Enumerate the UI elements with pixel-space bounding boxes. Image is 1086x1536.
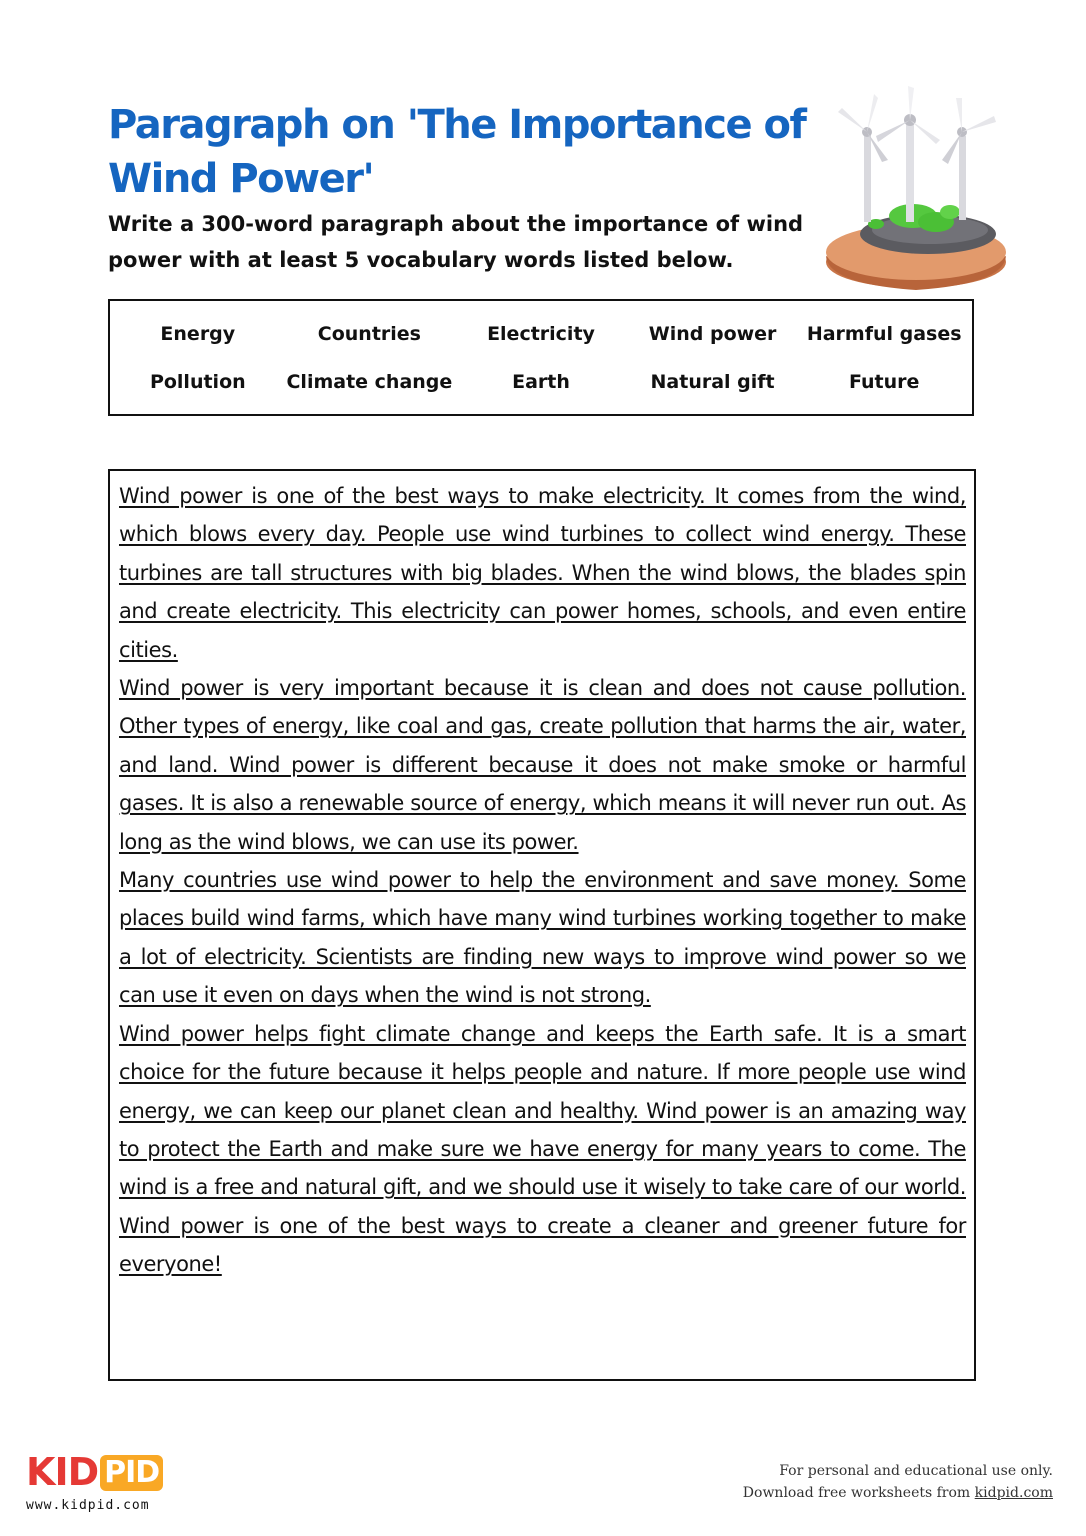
vocab-word: Electricity xyxy=(487,322,595,345)
vocab-word: Climate change xyxy=(286,370,453,393)
vocab-word: Future xyxy=(848,370,920,393)
paragraph: Many countries use wind power to help the environment and save money. Some places build wind farms, which have many wind turbines working together to make a lot of electricity. Scientists are finding new ways to improve wind power so we can use it even on days when the wind is not strong. xyxy=(119,868,966,1008)
wind-turbines-island-icon xyxy=(818,84,1014,294)
vocab-word: Harmful gases xyxy=(806,322,962,345)
logo-kid-text: KID xyxy=(26,1450,99,1494)
footer-link[interactable]: kidpid.com xyxy=(974,1485,1053,1501)
footer-line-1: For personal and educational use only. xyxy=(779,1463,1053,1479)
footer-line-2 xyxy=(743,1482,1053,1504)
paragraph: Wind power is one of the best ways to make electricity. It comes from the wind, which blows every day. People use wind turbines to collect wind energy. These turbines are tall structures with big blades. When the wind blows, the blades spin and create electricity. This electricity can power homes, schools, and even entire cities. xyxy=(119,484,966,662)
kidpid-logo xyxy=(26,1452,176,1518)
paragraph: Wind power helps fight climate change and keeps the Earth safe. It is a smart choice for the future because it helps people and nature. If more people use wind energy, we can keep our planet clean and healthy. Wind power is an amazing way to protect the Earth and make sure we have energy for many years to come. The wind is a free and natural gift, and we should use it wisely to take care of our world. Wind power is one of the best ways to create a cleaner and greener future for everyone! xyxy=(119,1021,966,1277)
vocab-word: Wind power xyxy=(648,322,777,345)
page-title: Paragraph on 'The Importance of Wind Power' xyxy=(108,102,806,202)
vocab-word: Earth xyxy=(512,370,570,393)
paragraph: Wind power is very important because it is clean and does not cause pollution. Other types of energy, like coal and gas, create pollution that harms the air, water, and land. Wind power is different because it does not make smoke or harmful gases. It is also a renewable source of energy, which means it will never run out. As long as the wind blows, we can use its power. xyxy=(119,676,966,854)
paragraph-box xyxy=(108,469,976,1381)
vocabulary-box xyxy=(108,299,974,416)
vocab-word: Countries xyxy=(317,322,421,345)
logo-url: www.kidpid.com xyxy=(26,1498,150,1513)
instructions: Write a 300-word paragraph about the importance of wind power with at least 5 vocabulary words listed below. xyxy=(108,212,804,272)
vocab-word: Pollution xyxy=(149,370,246,393)
logo-pid-text: PID xyxy=(100,1455,163,1491)
vocab-word: Energy xyxy=(160,322,236,345)
vocab-word: Natural gift xyxy=(650,370,775,393)
footer-note xyxy=(743,1460,1053,1504)
footer-line-2-prefix: Download free worksheets from xyxy=(742,1485,975,1501)
